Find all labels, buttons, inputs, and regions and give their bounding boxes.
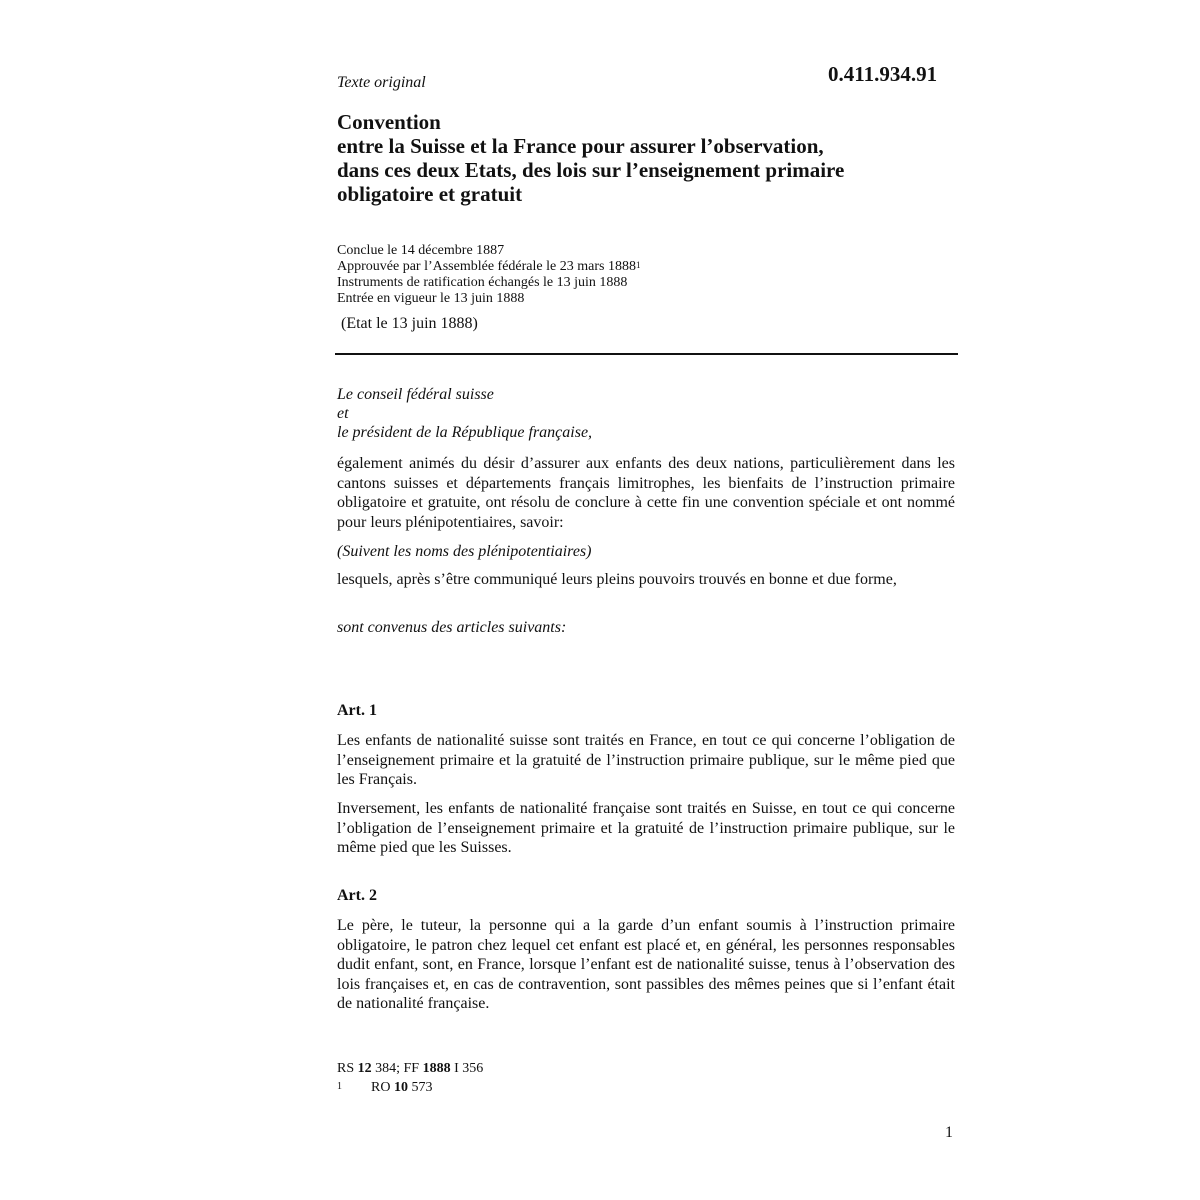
page-number: 1 xyxy=(945,1124,953,1141)
title-line: obligatoire et gratuit xyxy=(337,182,523,206)
title-line: dans ces deux Etats, des lois sur l’enseignement primaire xyxy=(337,158,845,182)
article-heading: Art. 2 xyxy=(337,887,377,904)
party-conjunction: et xyxy=(337,405,349,422)
title-line: Convention xyxy=(337,110,441,134)
footnote-1: 1 RO 10 573 xyxy=(337,1078,483,1097)
preamble-agreement: sont convenus des articles suivants: xyxy=(337,619,567,636)
footnotes xyxy=(337,1059,483,1097)
concluded-date: Conclue le 14 décembre 1887 xyxy=(337,243,505,258)
original-text-label: Texte original xyxy=(337,74,426,91)
footnote-reference: 1 xyxy=(635,260,641,270)
header-divider xyxy=(335,353,958,355)
ratification-date: Instruments de ratification échangés le 13 juin 1888 xyxy=(337,275,628,290)
article-paragraph: Les enfants de nationalité suisse sont traités en France, en tout ce qui concerne l’obligation de l’enseignement primaire et la gratuité de l’instruction primaire publique, sur le même pied que les Français. xyxy=(337,732,955,788)
title-line: entre la Suisse et la France pour assurer l’observation, xyxy=(337,134,824,158)
article-heading: Art. 1 xyxy=(337,702,377,719)
approval-date: Approuvée par l’Assemblée fédérale le 23 mars 1888$^1$ xyxy=(337,259,641,274)
source-reference: RS 12 384; FF 1888 I 356 xyxy=(337,1061,484,1076)
preamble-motivation: également animés du désir d’assurer aux enfants des deux nations, particulièrement dans les cantons suisses et départements français limitrophes, les bienfaits de l’instruction primaire obligatoire et gratuite, ont résolu de conclure à cette fin une convention spéciale et ont nommé pour leurs plénipotentiaires, savoir: xyxy=(337,455,955,531)
sr-number: 0.411.934.91 xyxy=(828,62,938,86)
preamble-powers: lesquels, après s’être communiqué leurs pleins pouvoirs trouvés en bonne et due forme, xyxy=(337,571,897,588)
status-date: (Etat le 13 juin 1888) xyxy=(341,315,478,332)
document-title xyxy=(337,110,977,206)
contracting-parties xyxy=(337,385,592,442)
footnote-mark: 1 xyxy=(337,1081,342,1092)
party-france: le président de la République française, xyxy=(337,424,593,441)
entry-into-force-date: Entrée en vigueur le 13 juin 1888 xyxy=(337,291,525,306)
document-dates xyxy=(337,243,640,307)
preamble-plenipotentiaries: (Suivent les noms des plénipotentiaires) xyxy=(337,543,592,560)
article-paragraph: Le père, le tuteur, la personne qui a la garde d’un enfant soumis à l’instruction primaire obligatoire, le patron chez lequel cet enfant est placé et, en général, les personnes responsables dudit enfant, sont, en France, lorsque l’enfant est de nationalité suisse, tenus à l’observation des lois françaises et, en cas de contravention, sont passibles des mêmes peines que si l’enfant était de nationalité française. xyxy=(337,917,955,1012)
party-switzerland: Le conseil fédéral suisse xyxy=(337,386,494,403)
article-paragraph: Inversement, les enfants de nationalité française sont traités en Suisse, en tout ce qui concerne l’obligation de l’enseignement primaire et la gratuité de l’instruction primaire publique, sur le même pied que les Suisses. xyxy=(337,800,955,856)
